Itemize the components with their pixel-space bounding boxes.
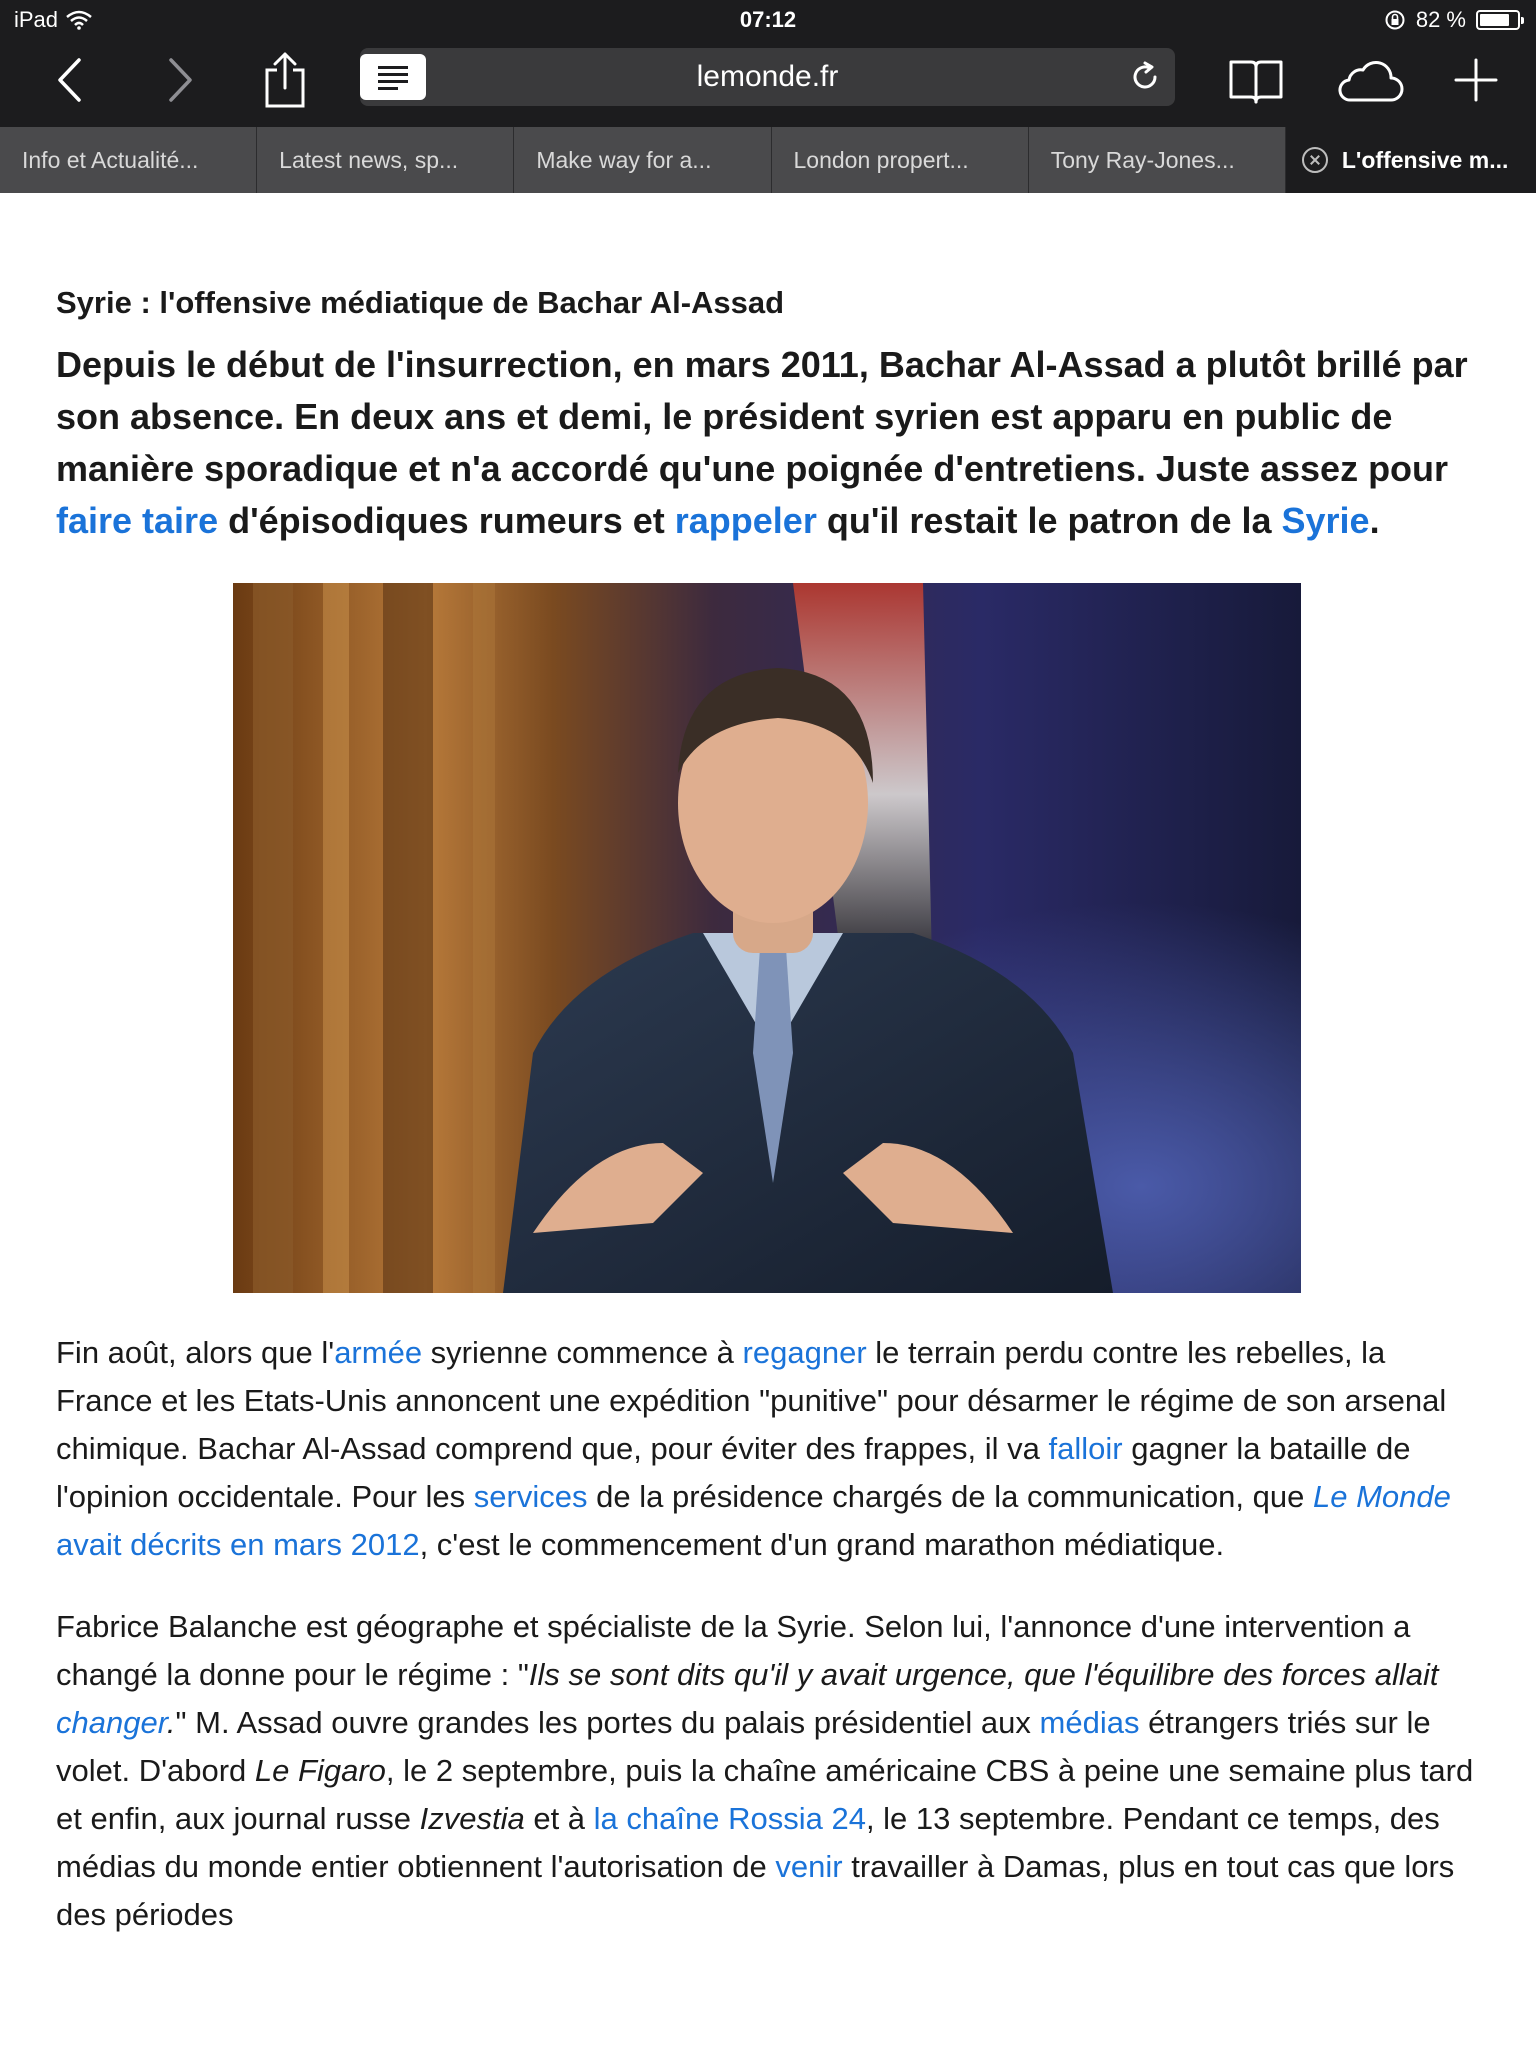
share-icon[interactable] <box>255 50 315 110</box>
link-services[interactable]: services <box>473 1479 588 1514</box>
link-changer[interactable] <box>56 1705 167 1740</box>
device-label: iPad <box>14 7 59 32</box>
link-changer-text: changer <box>56 1705 167 1740</box>
battery-icon <box>1476 10 1520 30</box>
reader-content <box>56 193 1480 1939</box>
p2-le-figaro: Le Figaro <box>254 1753 386 1788</box>
p1-text: syrienne commence à <box>422 1335 743 1370</box>
tab-offensive-active[interactable] <box>1286 127 1536 193</box>
p2-quote: Ils se sont dits qu'il y avait urgence, que l'équilibre des forces allait <box>528 1657 1439 1692</box>
p1-text: , c'est le commencement d'un grand marathon médiatique. <box>419 1527 1225 1562</box>
article-paragraph-2 <box>56 1603 1480 1939</box>
reader-icon[interactable] <box>360 54 426 100</box>
bookmarks-icon[interactable] <box>1226 50 1286 110</box>
article-kicker: Syrie : l'offensive médiatique de Bachar Al-Assad <box>56 285 785 320</box>
p2-text: Fabrice Balanche est géographe et spécialiste de la Syrie. Selon lui, l'annonce d'une intervention a changé la donne pour le régime : " <box>56 1609 1411 1692</box>
link-regagner[interactable]: regagner <box>742 1335 867 1370</box>
p2-text: étrangers triés sur le volet. D'abord <box>56 1705 1431 1788</box>
link-medias[interactable]: médias <box>1039 1705 1140 1740</box>
forward-icon[interactable] <box>150 50 210 110</box>
article-photo <box>233 583 1301 1293</box>
link-faire-taire[interactable]: faire taire <box>56 500 219 541</box>
p2-text: " M. Assad ouvre grandes les portes du palais présidentiel aux <box>175 1705 1040 1740</box>
tab-bar <box>0 127 1536 193</box>
link-falloir[interactable]: falloir <box>1048 1431 1123 1466</box>
close-tab-icon[interactable] <box>1302 147 1328 173</box>
link-venir[interactable]: venir <box>775 1849 843 1884</box>
p2-text: , le 13 septembre. Pendant ce temps, des médias du monde entier obtiennent l'autorisation de <box>56 1801 1440 1884</box>
p1-text: le terrain perdu contre les rebelles, la France et les Etats-Unis annoncent une expédition "punitive" pour désarmer le régime de son arsenal chimique. Bachar Al-Assad comprend que, pour éviter des frappes, il va <box>56 1335 1447 1466</box>
tab-make-way[interactable]: Make way for a... <box>514 127 771 193</box>
p2-text: travailler à Damas, plus en tout cas que lors des périodes <box>56 1849 1455 1932</box>
link-syrie[interactable]: Syrie <box>1281 500 1370 541</box>
tab-info-actualite[interactable]: Info et Actualité... <box>0 127 257 193</box>
lead-text: qu'il restait le patron de la <box>816 500 1282 541</box>
p2-izvestia: Izvestia <box>419 1801 525 1836</box>
p1-text: Fin août, alors que l' <box>56 1335 335 1370</box>
tab-tony-ray-jones[interactable]: Tony Ray-Jones... <box>1029 127 1286 193</box>
new-tab-icon[interactable] <box>1446 50 1506 110</box>
tab-london-property[interactable]: London propert... <box>772 127 1029 193</box>
icloud-tabs-icon[interactable] <box>1334 50 1406 110</box>
status-right <box>1384 7 1520 33</box>
lead-text: d'épisodiques rumeurs et <box>218 500 675 541</box>
p2-text: , le 2 septembre, puis la chaîne américaine CBS à peine une semaine plus tard et enfin, aux journal russe <box>56 1753 1474 1836</box>
link-rossia-24[interactable]: la chaîne Rossia 24 <box>593 1801 866 1836</box>
link-rappeler[interactable]: rappeler <box>674 500 817 541</box>
link-armee[interactable]: armée <box>334 1335 423 1370</box>
link-le-monde-rest: avait décrits en mars 2012 <box>56 1527 420 1562</box>
p1-text: de la présidence chargés de la communication, que <box>587 1479 1313 1514</box>
address-bar[interactable] <box>360 48 1175 106</box>
p2-text: et à <box>524 1801 594 1836</box>
toolbar <box>0 40 1536 127</box>
lead-text: . <box>1369 500 1380 541</box>
reload-icon[interactable] <box>1125 57 1165 97</box>
p2-quote-end: . <box>166 1705 176 1740</box>
url-text[interactable]: lemonde.fr <box>696 60 839 93</box>
status-time: 07:12 <box>739 7 797 32</box>
p1-text: gagner la bataille de l'opinion occidentale. Pour les <box>56 1431 1411 1514</box>
browser-chrome <box>0 0 1536 127</box>
article-paragraph-1 <box>56 1329 1480 1569</box>
battery-percent: 82 % <box>1415 7 1466 32</box>
active-tab-title: L'offensive m... <box>1341 147 1509 173</box>
status-bar <box>0 0 1536 40</box>
orientation-lock-icon <box>1384 9 1406 31</box>
tab-latest-news[interactable]: Latest news, sp... <box>257 127 514 193</box>
lead-text: Depuis le début de l'insurrection, en mars 2011, Bachar Al-Assad a plutôt brillé par son absence. En deux ans et demi, le président syrien est apparu en public de manière sporadique et n'a accordé qu'une poignée d'entretiens. Juste assez pour <box>56 344 1468 489</box>
link-le-monde-title: Le Monde <box>1313 1479 1451 1514</box>
back-icon[interactable] <box>40 50 100 110</box>
article-lead <box>56 339 1480 547</box>
